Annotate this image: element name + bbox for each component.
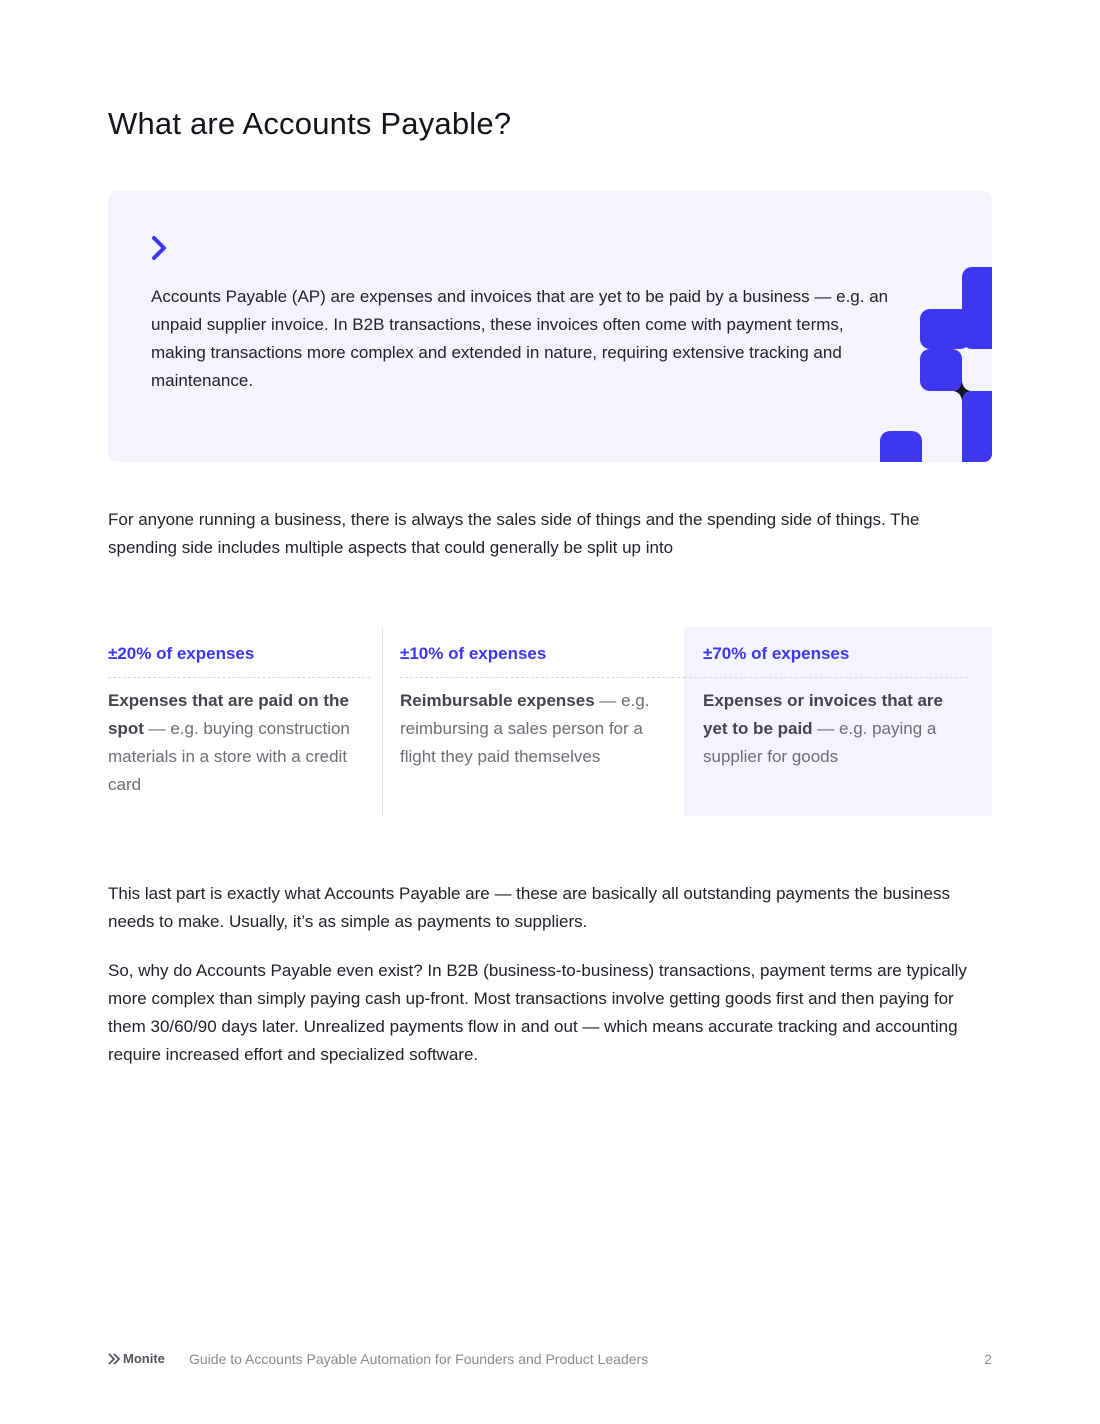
dashed-divider: [684, 677, 968, 678]
body-paragraph: This last part is exactly what Accounts Payable are — these are basically all outstanding payments the business needs to make. Usually, it’s as simple as payments to suppliers.: [108, 884, 950, 931]
expense-description: Expenses that are paid on the spot — e.g. buying construction materials in a store with a credit card: [108, 691, 350, 794]
expense-column-payable: [684, 627, 992, 816]
double-chevron-icon: [108, 1353, 122, 1365]
expense-percent: ±10% of expenses: [400, 644, 547, 663]
expense-breakdown: [108, 627, 992, 816]
definition-callout: [108, 191, 992, 462]
expense-column-reimbursable: [382, 627, 684, 816]
dashed-divider: [108, 677, 370, 678]
page-title: What are Accounts Payable?: [108, 106, 512, 141]
chevron-right-icon: [150, 235, 168, 261]
page-number: 2: [984, 1351, 992, 1367]
callout-text: Accounts Payable (AP) are expenses and invoices that are yet to be paid by a business — e.g. an unpaid supplier invoice. In B2B transactions, these invoices often come with payment terms, making transactions more complex and extended in nature, requiring extensive tracking and maintenance.: [151, 287, 889, 390]
intro-paragraph: For anyone running a business, there is always the sales side of things and the spending side of things. The spending side includes multiple aspects that could generally be split up into: [108, 510, 920, 557]
monite-logo: Monite: [108, 1351, 165, 1366]
decorative-shapes-icon: [878, 261, 992, 462]
expense-description: Reimbursable expenses — e.g. reimbursing a sales person for a flight they paid themselves: [400, 691, 650, 766]
expense-percent: ±70% of expenses: [703, 644, 850, 663]
expense-column-spot: [108, 627, 382, 816]
footer-title: Guide to Accounts Payable Automation for Founders and Product Leaders: [189, 1351, 649, 1367]
expense-percent: ±20% of expenses: [108, 644, 255, 663]
expense-description: Expenses or invoices that are yet to be paid — e.g. paying a supplier for goods: [703, 691, 943, 766]
dashed-divider: [400, 677, 685, 678]
body-paragraph: So, why do Accounts Payable even exist? In B2B (business-to-business) transactions, payment terms are typically more complex than simply paying cash up-front. Most transactions involve getting goods first and then paying for them 30/60/90 days later. Unrealized payments flow in and out — which means accurate tracking and accounting require increased effort and specialized software.: [108, 961, 967, 1064]
page-footer: [108, 1348, 992, 1370]
